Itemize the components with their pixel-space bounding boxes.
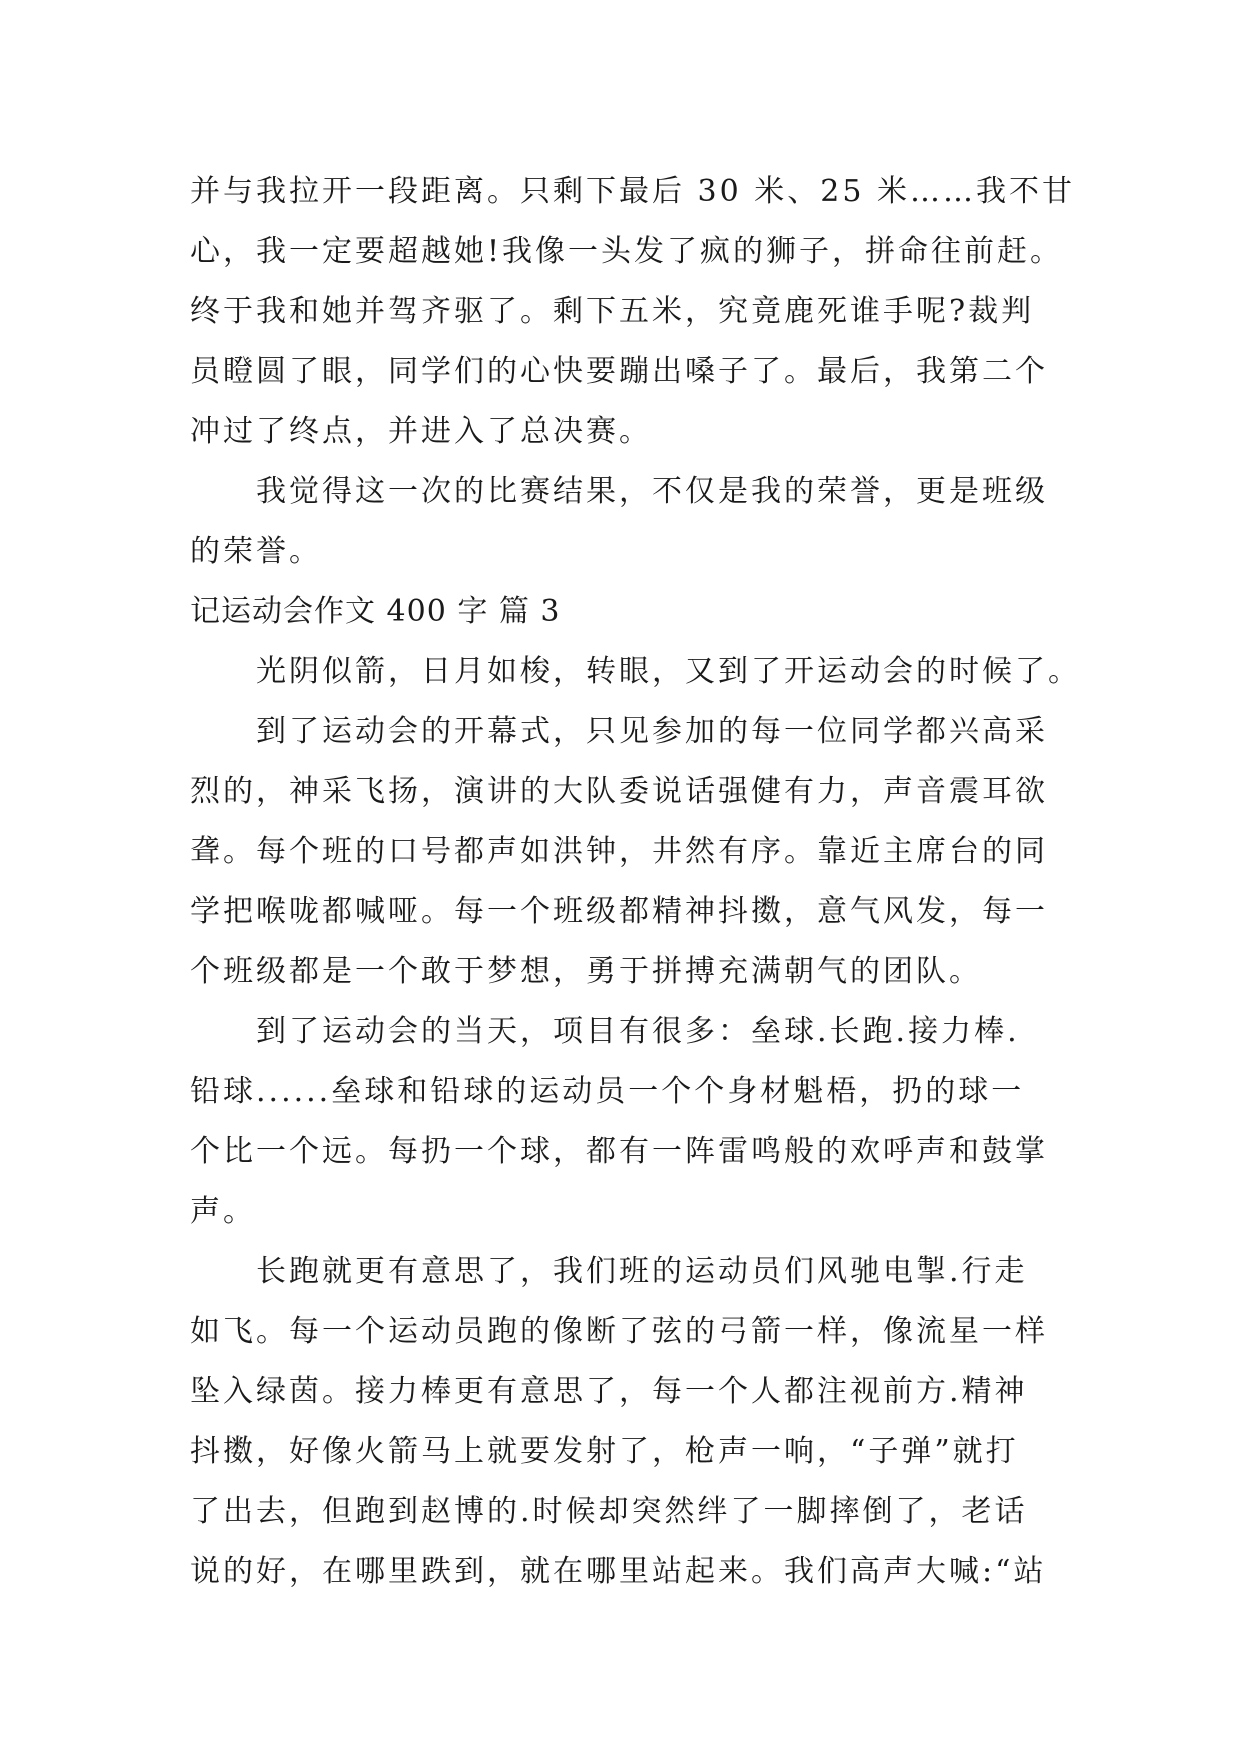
text-line: 的荣誉。 <box>190 534 322 569</box>
text-line: 冲过了终点，并进入了总决赛。 <box>190 414 652 449</box>
text-line: 终于我和她并驾齐驱了。剩下五米，究竟鹿死谁手呢?裁判 <box>190 294 1035 329</box>
text-line: 聋。每个班的口号都声如洪钟，井然有序。靠近主席台的同 <box>190 834 1048 869</box>
text-line: 铅球......垒球和铅球的运动员一个个身材魁梧，扔的球一 <box>190 1074 1025 1109</box>
text-line: 烈的，神采飞扬，演讲的大队委说话强健有力，声音震耳欲 <box>190 774 1048 809</box>
text-line: 光阴似箭，日月如梭，转眼，又到了开运动会的时候了。 <box>256 654 1081 689</box>
document-body <box>190 162 1081 1602</box>
text-line: 学把喉咙都喊哑。每一个班级都精神抖擞，意气风发，每一 <box>190 894 1048 929</box>
section-heading: 记运动会作文 400 字 篇 3 <box>190 594 561 629</box>
text-line: 个班级都是一个敢于梦想，勇于拼搏充满朝气的团队。 <box>190 954 982 989</box>
text-line: 到了运动会的开幕式，只见参加的每一位同学都兴高采 <box>256 714 1048 749</box>
text-line: 说的好，在哪里跌到，就在哪里站起来。我们高声大喊:“站 <box>190 1554 1047 1589</box>
text-line: 了出去，但跑到赵博的.时候却突然绊了一脚摔倒了，老话 <box>190 1494 1028 1529</box>
text-line: 坠入绿茵。接力棒更有意思了，每一个人都注视前方.精神 <box>190 1374 1028 1409</box>
text-line: 到了运动会的当天，项目有很多：垒球.长跑.接力棒. <box>256 1014 1020 1049</box>
text-line: 员瞪圆了眼，同学们的心快要蹦出嗓子了。最后，我第二个 <box>190 354 1048 389</box>
text-line: 心，我一定要超越她!我像一头发了疯的狮子，拼命往前赶。 <box>190 234 1064 269</box>
text-line: 并与我拉开一段距离。只剩下最后 30 米、25 米……我不甘 <box>190 174 1075 209</box>
text-line: 长跑就更有意思了，我们班的运动员们风驰电掣.行走 <box>256 1254 1028 1289</box>
text-line: 抖擞，好像火箭马上就要发射了，枪声一响，“子弹”就打 <box>190 1434 1019 1469</box>
text-line: 声。 <box>190 1194 256 1229</box>
text-line: 个比一个远。每扔一个球，都有一阵雷鸣般的欢呼声和鼓掌 <box>190 1134 1048 1169</box>
text-line: 我觉得这一次的比赛结果，不仅是我的荣誉，更是班级 <box>256 474 1048 509</box>
text-line: 如飞。每一个运动员跑的像断了弦的弓箭一样，像流星一样 <box>190 1314 1048 1349</box>
